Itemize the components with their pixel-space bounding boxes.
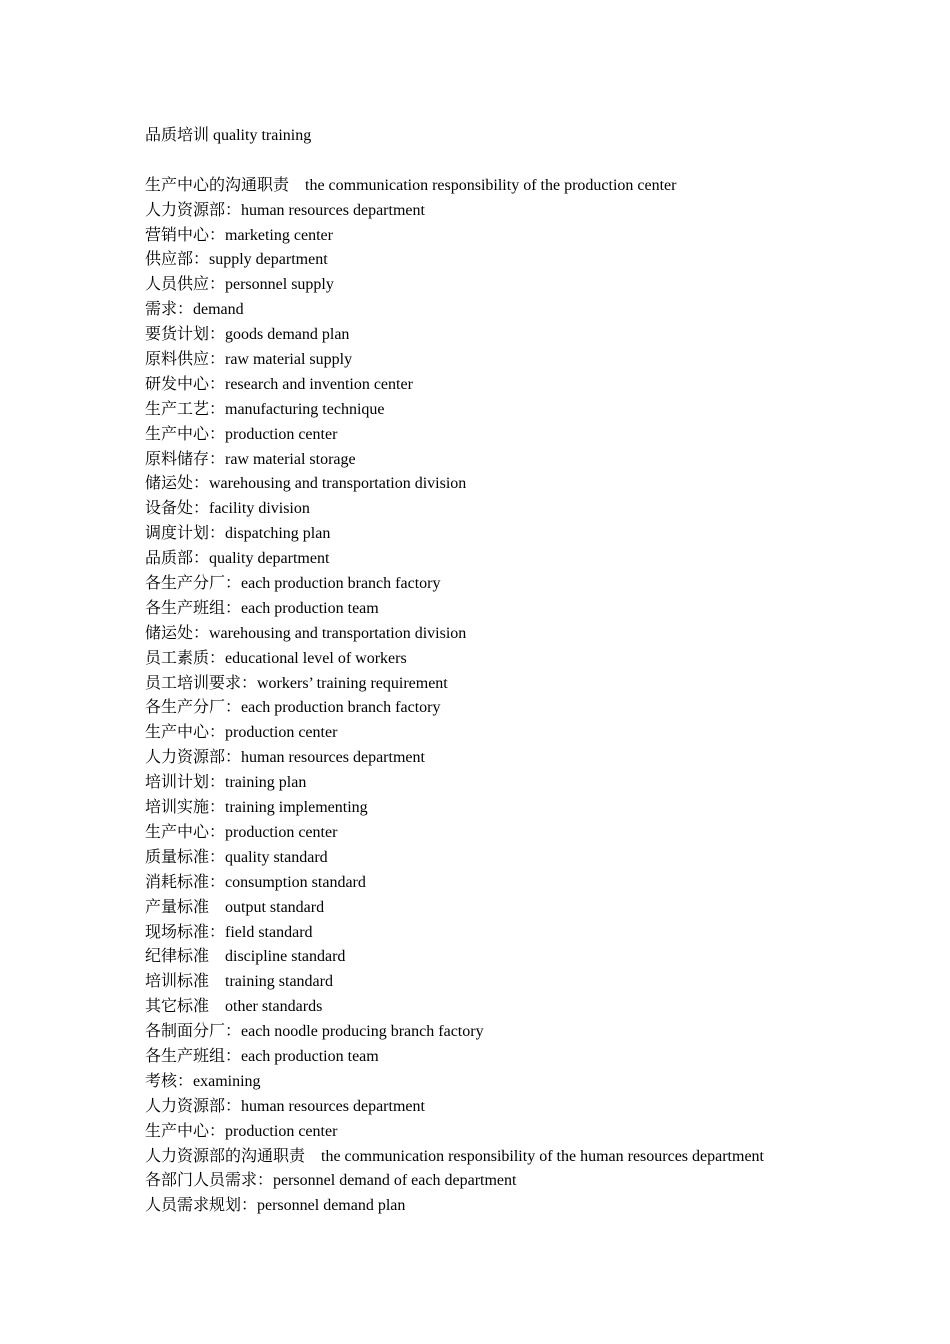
term-line: 品质部：quality department [145, 550, 330, 568]
term-line: 各生产分厂：each production branch factory [145, 699, 441, 717]
term-line: 人力资源部：human resources department [145, 749, 425, 767]
term-line: 生产中心的沟通职责 the communication responsibility of the production center [145, 176, 677, 194]
term-line: 各制面分厂：each noodle producing branch factory [145, 1023, 484, 1041]
document-title: 品质培训 quality training [145, 127, 312, 144]
term-line: 储运处：warehousing and transportation division [145, 475, 467, 493]
term-line: 人员供应：personnel supply [145, 276, 334, 294]
term-line: 生产中心：production center [145, 1122, 338, 1140]
term-line: 生产中心：production center [145, 823, 338, 841]
term-line: 质量标准：quality standard [145, 848, 328, 866]
term-line: 原料供应：raw material supply [145, 351, 353, 369]
term-line: 各生产班组：each production team [145, 1047, 379, 1065]
term-line: 需求：demand [145, 301, 244, 319]
term-line: 供应部：supply department [145, 251, 328, 269]
term-line: 储运处：warehousing and transportation division [145, 624, 467, 642]
blank-line [145, 149, 905, 174]
term-line: 原料储存：raw material storage [145, 450, 356, 468]
term-line: 人员需求规划：personnel demand plan [145, 1197, 406, 1215]
term-line: 人力资源部：human resources department [145, 1097, 425, 1115]
term-line: 消耗标准：consumption standard [145, 873, 366, 891]
term-line: 研发中心：research and invention center [145, 375, 413, 393]
term-line: 各生产分厂：each production branch factory [145, 575, 441, 593]
term-list [145, 174, 905, 1219]
term-line: 营销中心：marketing center [145, 226, 333, 244]
term-line: 生产中心：production center [145, 724, 338, 742]
term-line: 要货计划：goods demand plan [145, 326, 350, 344]
term-line: 生产中心：production center [145, 425, 338, 443]
term-line: 考核：examining [145, 1072, 261, 1090]
term-line: 员工培训要求：workers’ training requirement [145, 674, 448, 692]
term-line: 纪律标准 discipline standard [145, 948, 346, 966]
term-line: 各生产班组：each production team [145, 599, 379, 617]
term-line: 培训计划：training plan [145, 774, 307, 792]
term-line: 产量标准 output standard [145, 898, 325, 916]
term-line: 员工素质：educational level of workers [145, 649, 407, 667]
term-line: 各部门人员需求：personnel demand of each department [145, 1172, 517, 1190]
term-line: 培训实施：training implementing [145, 799, 368, 817]
term-line: 设备处：facility division [145, 500, 310, 518]
term-line: 培训标准 training standard [145, 973, 333, 991]
term-line: 现场标准：field standard [145, 923, 313, 941]
document-page [145, 124, 905, 1219]
term-line: 生产工艺：manufacturing technique [145, 400, 385, 418]
term-line: 其它标准 other standards [145, 998, 323, 1016]
term-line: 人力资源部的沟通职责 the communication responsibility of the human resources department [145, 1147, 764, 1165]
term-line: 人力资源部：human resources department [145, 201, 425, 219]
term-line: 调度计划：dispatching plan [145, 525, 331, 543]
